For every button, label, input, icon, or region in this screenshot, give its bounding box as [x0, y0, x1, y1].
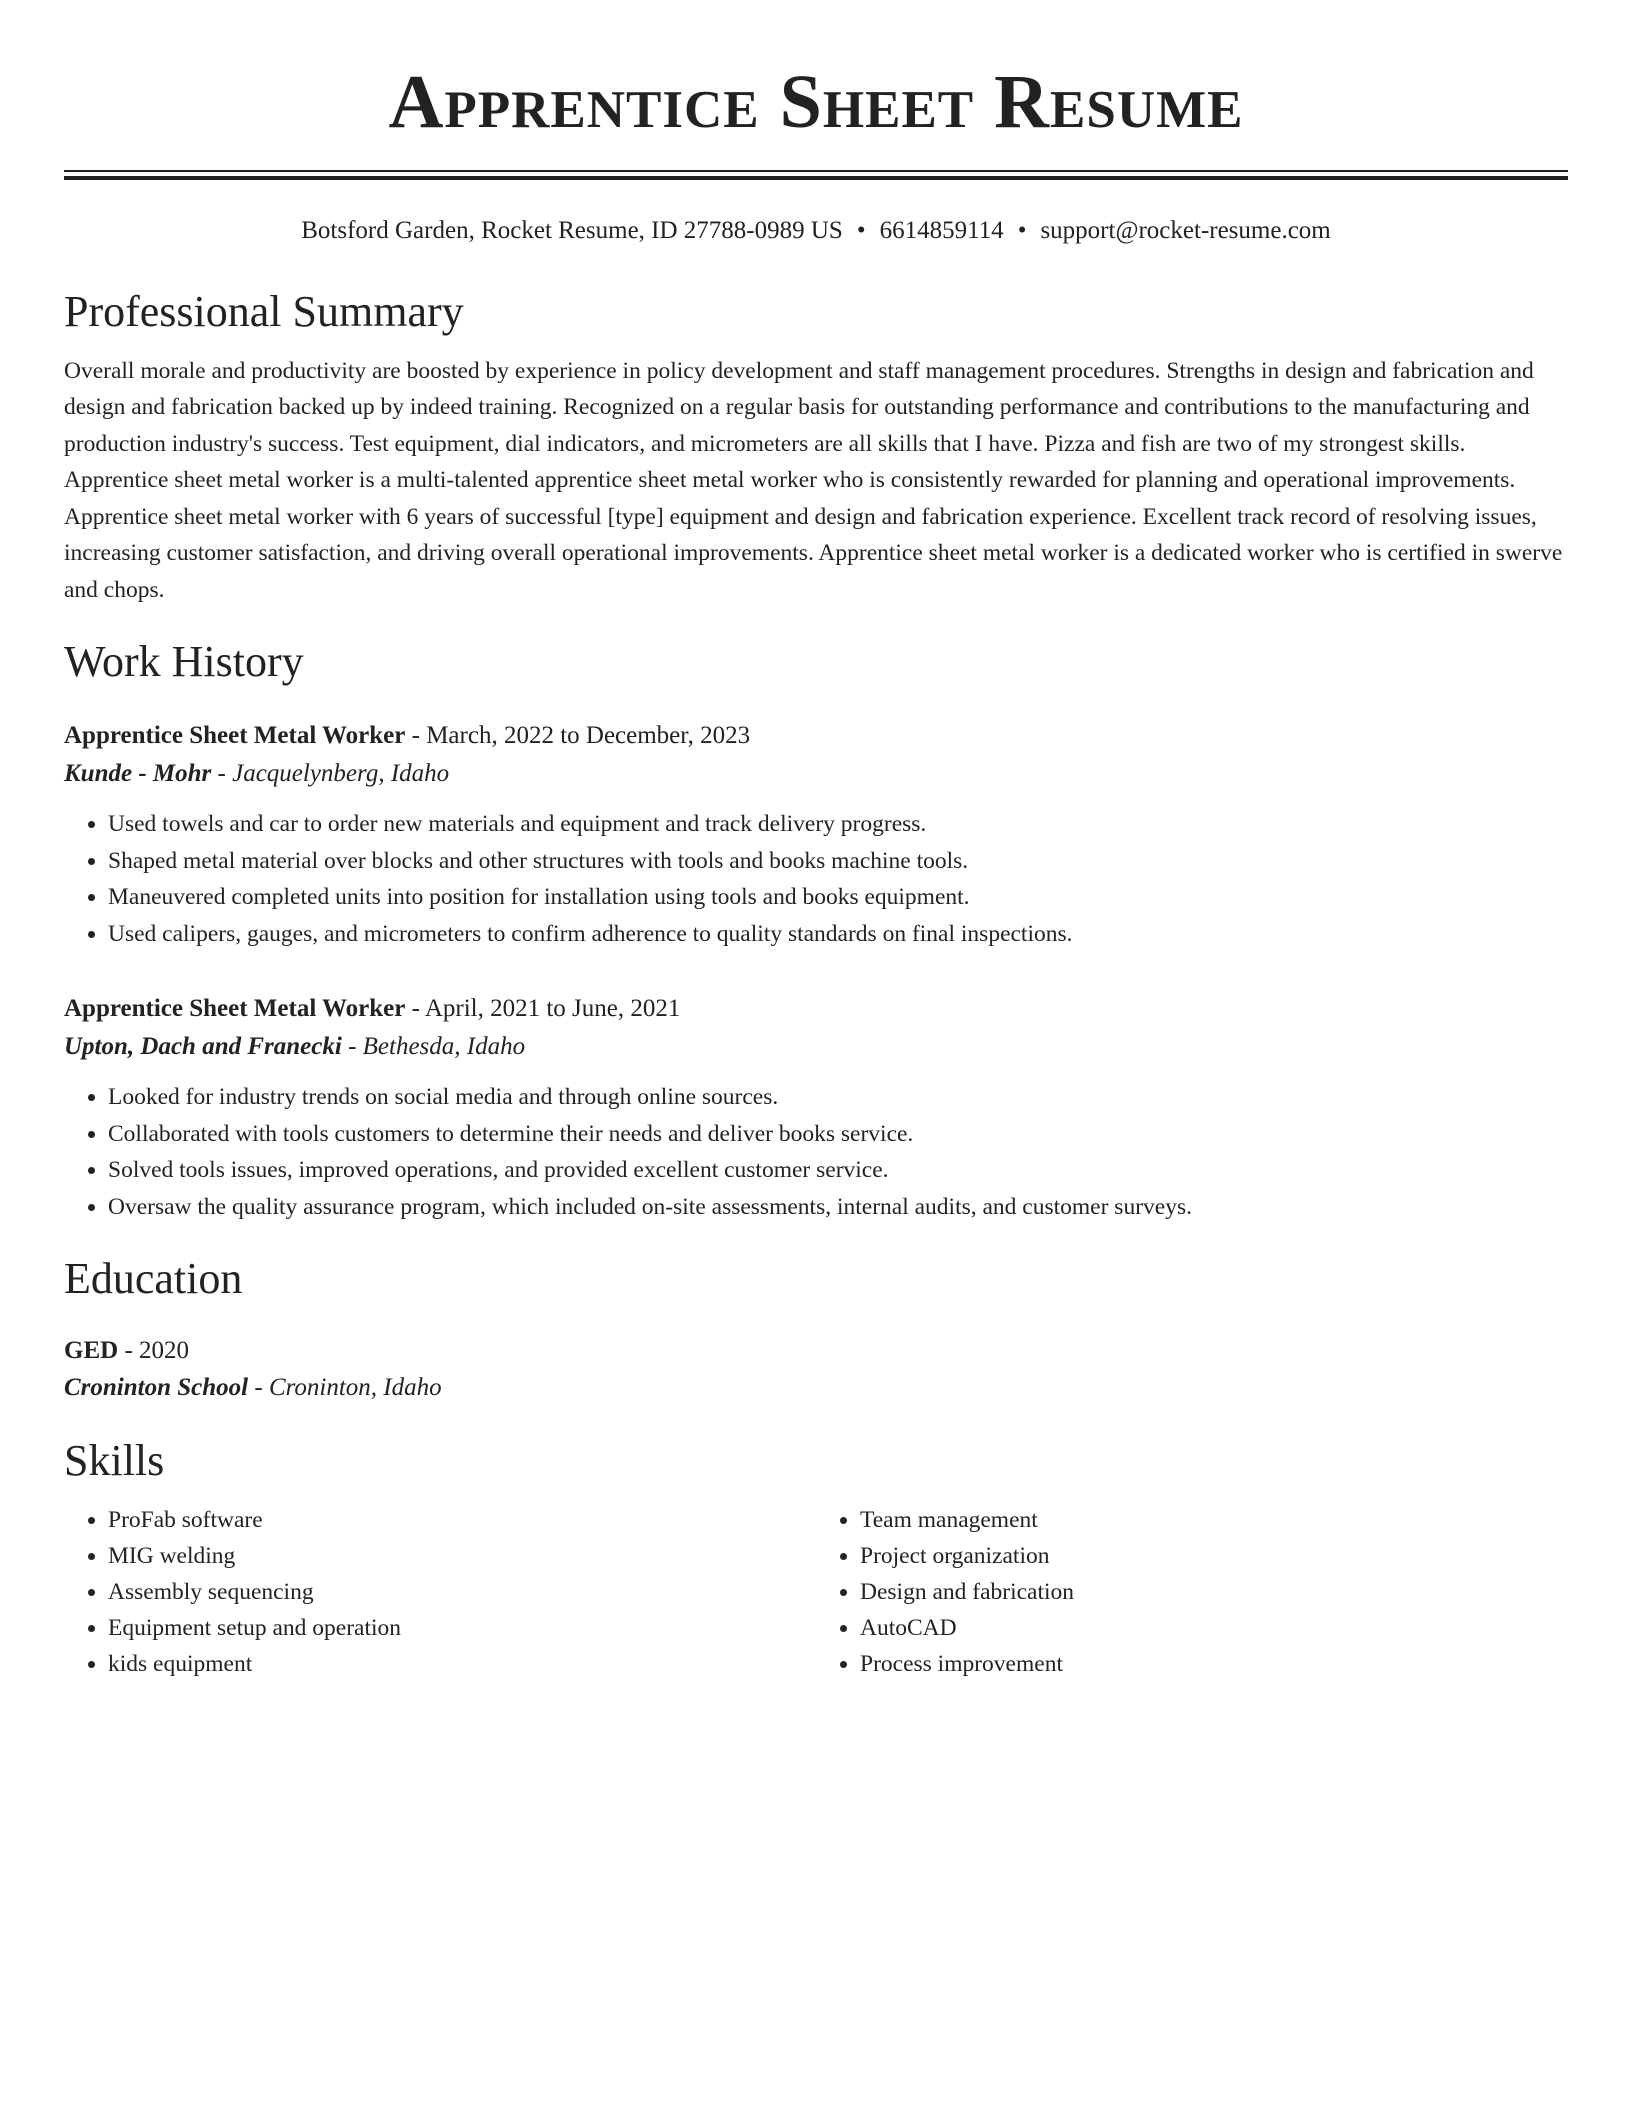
contact-address: Botsford Garden, Rocket Resume, ID 27788-0989 US	[301, 217, 843, 244]
skill-item: • AutoCAD	[860, 1610, 1568, 1646]
job-bullet: • Collaborated with tools customers to determine their needs and deliver books service.	[108, 1116, 1568, 1153]
skills-heading: Skills	[64, 1435, 165, 1485]
job-bullets	[64, 806, 1568, 952]
job-role: Apprentice Sheet Metal Worker	[64, 722, 406, 750]
skill-item: • Project organization	[860, 1538, 1568, 1574]
job-bullet: • Shaped metal material over blocks and other structures with tools and books machine tools.	[108, 843, 1568, 880]
education-school: Croninton School	[64, 1374, 249, 1402]
job-dates: April, 2021 to June, 2021	[424, 995, 681, 1023]
job-dates: March, 2022 to December, 2023	[426, 722, 751, 750]
education-location: Croninton, Idaho	[268, 1374, 442, 1402]
education-dash: -	[118, 1336, 140, 1364]
contact-line	[64, 216, 1568, 246]
job-role: Apprentice Sheet Metal Worker	[64, 995, 406, 1023]
skill-item: • kids equipment	[108, 1646, 816, 1682]
education-heading: Education	[64, 1254, 243, 1304]
education-entry	[64, 1332, 1568, 1407]
contact-phone: 6614859114	[879, 217, 1004, 244]
education-year: 2020	[139, 1336, 190, 1364]
job-company: Upton, Dach and Franecki	[64, 1032, 342, 1060]
skill-item: • Team management	[860, 1502, 1568, 1538]
skill-item: • MIG welding	[108, 1538, 816, 1574]
contact-separator: •	[856, 217, 866, 244]
job-entry	[64, 717, 1568, 952]
job-company-line	[64, 1028, 1568, 1066]
job-dash: -	[405, 722, 427, 750]
education-dash: -	[248, 1374, 269, 1402]
job-bullet: • Solved tools issues, improved operations, and provided excellent customer service.	[108, 1152, 1568, 1189]
job-bullet: • Used towels and car to order new materials and equipment and track delivery progress.	[108, 806, 1568, 843]
job-entry	[64, 990, 1568, 1225]
skill-item: • Design and fabrication	[860, 1574, 1568, 1610]
job-dash: -	[211, 759, 233, 787]
job-dash: -	[341, 1032, 363, 1060]
skills-column-right	[816, 1502, 1568, 1682]
skill-item: • ProFab software	[108, 1502, 816, 1538]
education-degree-line	[64, 1332, 1568, 1370]
job-title-line	[64, 717, 1568, 755]
job-title-line	[64, 990, 1568, 1028]
job-company-line	[64, 755, 1568, 793]
education-degree: GED	[64, 1336, 119, 1364]
skills-list	[64, 1502, 1568, 1682]
summary-heading: Professional Summary	[64, 287, 464, 336]
resume-title: Apprentice Sheet Resume	[388, 60, 1244, 144]
job-bullet: • Looked for industry trends on social media and through online sources.	[108, 1079, 1568, 1116]
skill-item: • Assembly sequencing	[108, 1574, 816, 1610]
job-bullet: • Oversaw the quality assurance program, which included on-site assessments, internal audits, and customer surveys.	[108, 1189, 1568, 1226]
job-dash: -	[405, 995, 425, 1023]
summary-text: Overall morale and productivity are boosted by experience in policy development and staff management procedures. Strengths in design and fabrication and design and fabrication backed up by indeed training. Recognized on a regular basis for outstanding performance and contributions to the manufacturing and production industry's success. Test equipment, dial indicators, and micrometers are all skills that I have. Pizza and fish are two of my strongest skills. Apprentice sheet metal worker is a multi-talented apprentice sheet metal worker who is consistently rewarded for planning and operational improvements. Apprentice sheet metal worker with 6 years of successful [type] equipment and design and fabrication experience. Excellent track record of resolving issues, increasing customer satisfaction, and driving overall operational improvements. Apprentice sheet metal worker is a dedicated worker who is certified in swerve and chops.	[64, 357, 1563, 603]
job-bullet: • Maneuvered completed units into position for installation using tools and books equipment.	[108, 879, 1568, 916]
job-bullet: • Used calipers, gauges, and micrometers to confirm adherence to quality standards on final inspections.	[108, 916, 1568, 953]
skill-item: • Equipment setup and operation	[108, 1610, 816, 1646]
job-location: Bethesda, Idaho	[362, 1032, 526, 1060]
job-bullets	[64, 1079, 1568, 1225]
work-history-heading: Work History	[64, 637, 304, 687]
job-company: Kunde - Mohr	[64, 759, 212, 787]
skills-column-left	[64, 1502, 816, 1682]
job-location: Jacquelynberg, Idaho	[232, 759, 450, 787]
education-school-line	[64, 1369, 1568, 1407]
contact-email: support@rocket-resume.com	[1040, 217, 1331, 244]
contact-separator: •	[1017, 217, 1027, 244]
title-divider	[64, 170, 1568, 180]
skill-item: • Process improvement	[860, 1646, 1568, 1682]
